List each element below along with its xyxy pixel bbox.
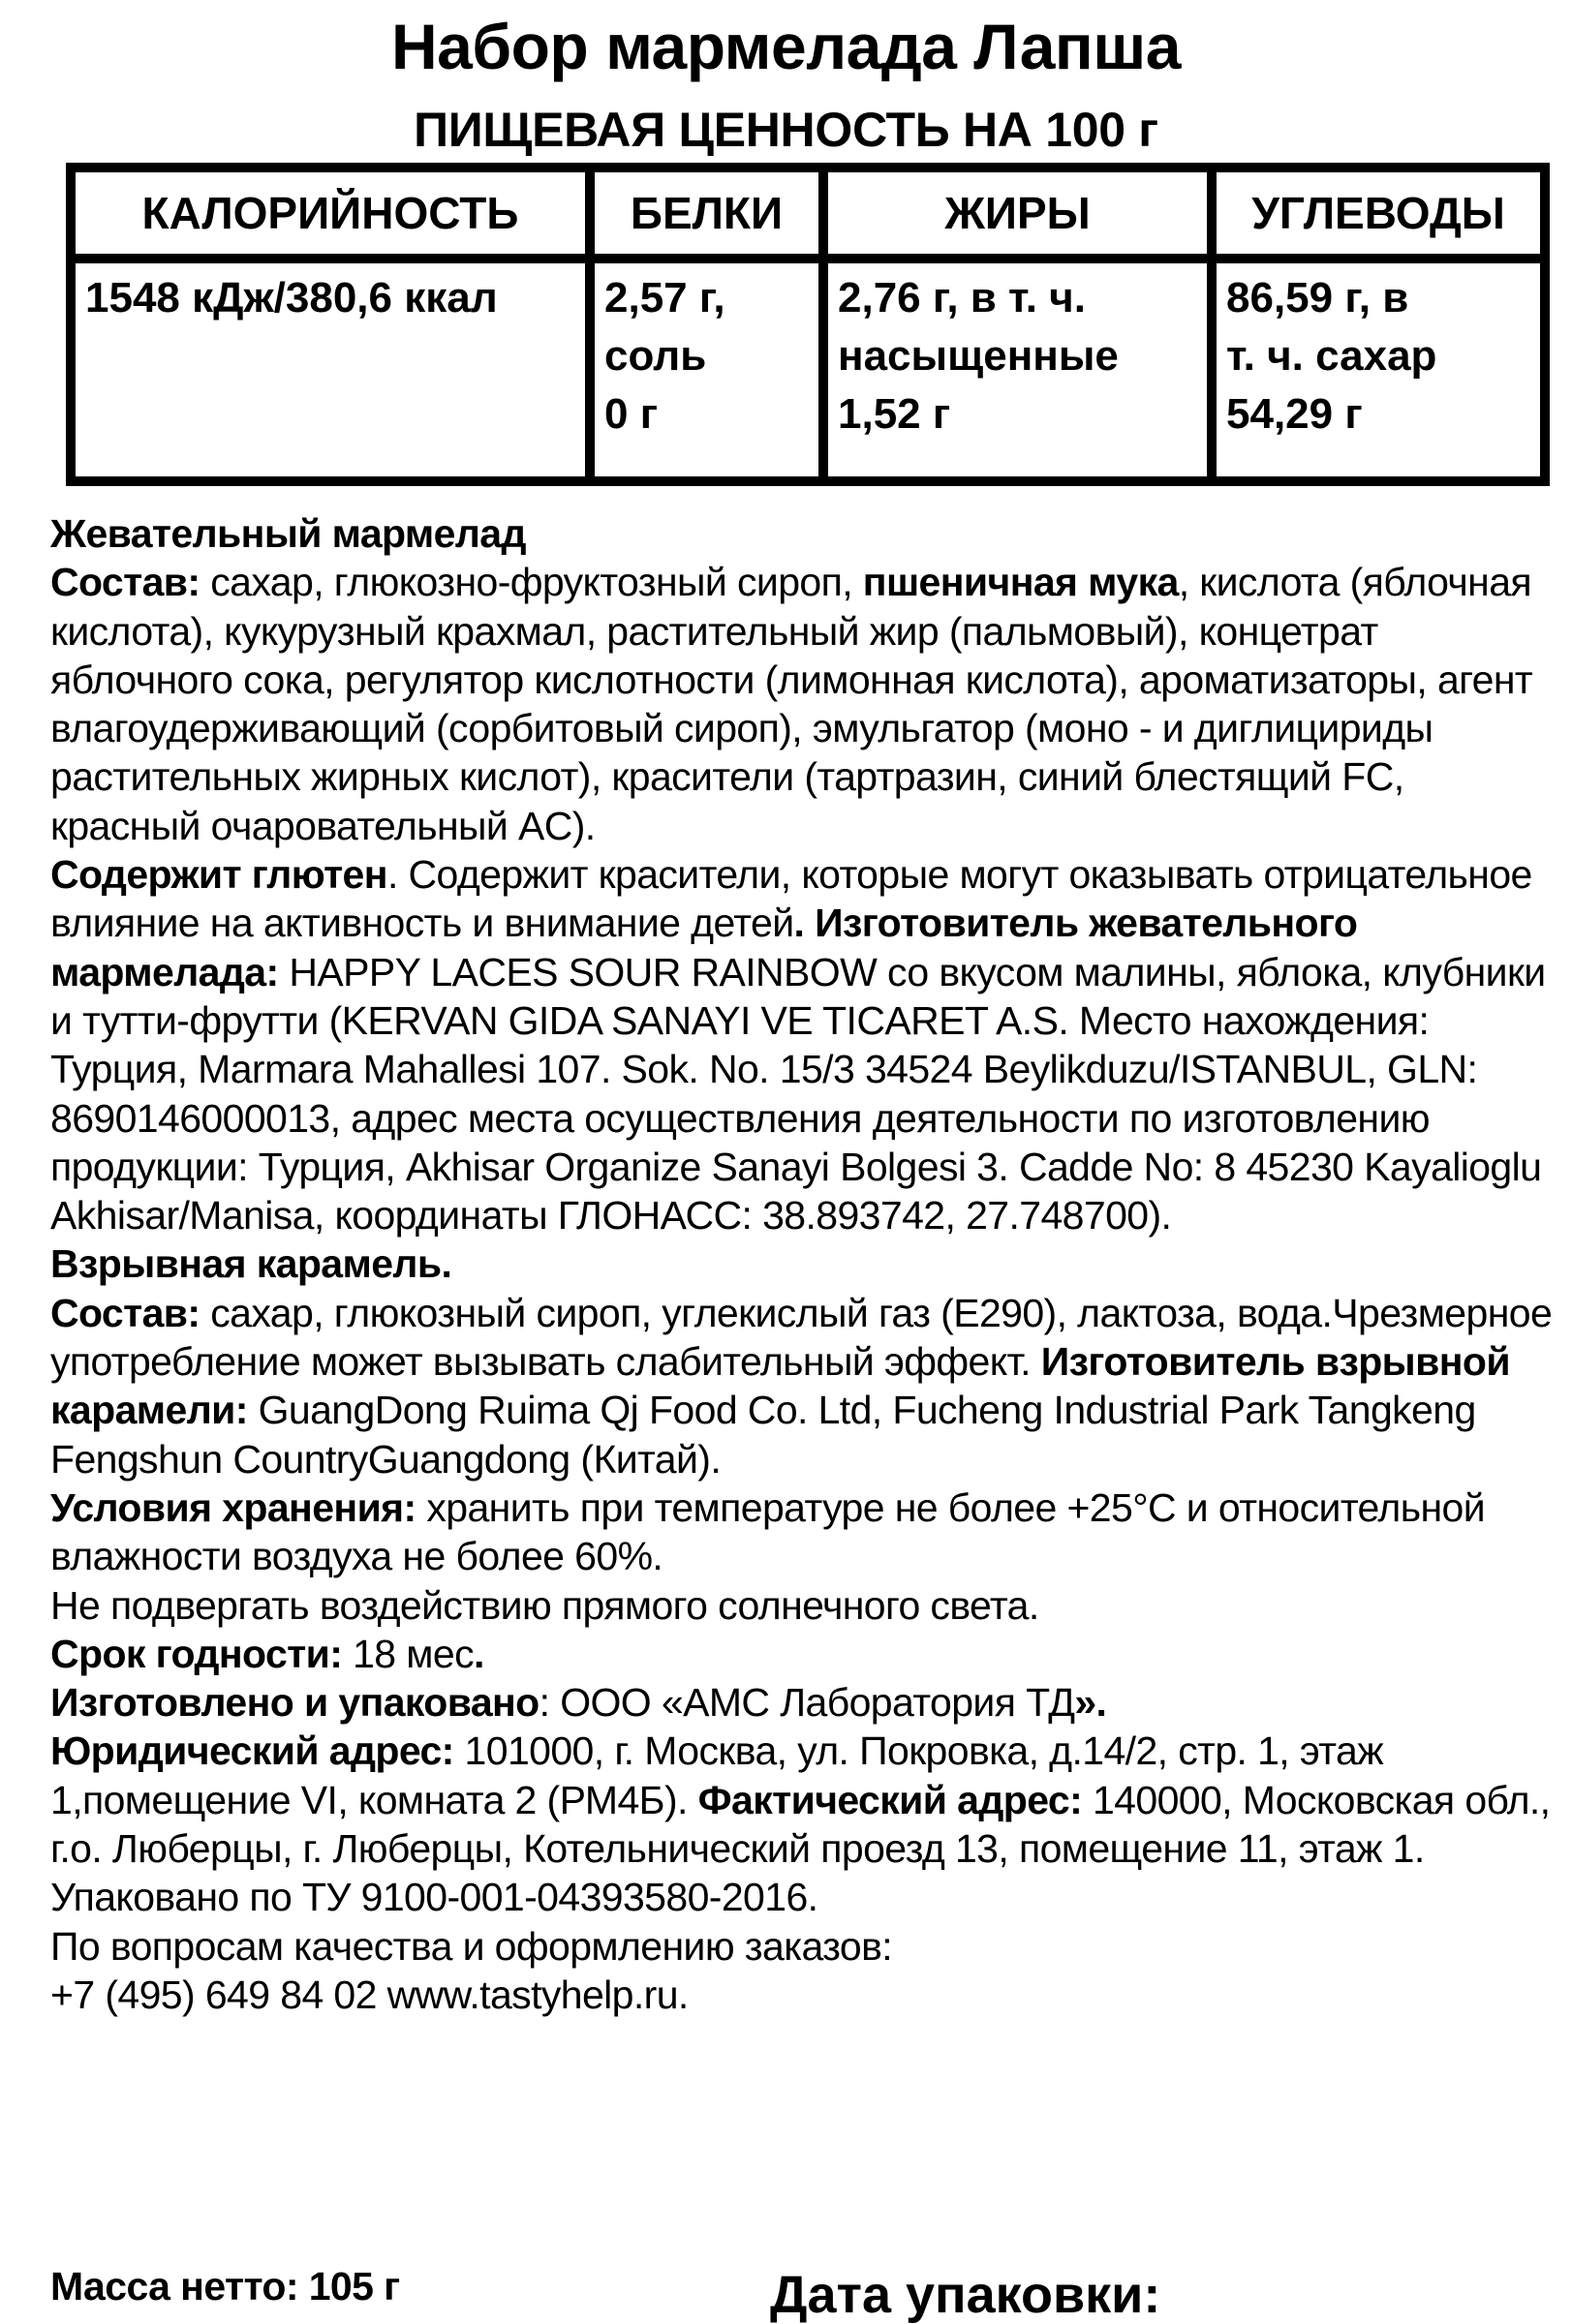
nutrition-value-row bbox=[71, 259, 1545, 481]
contact-info: +7 (495) 649 84 02 www.tastyhelp.ru. bbox=[50, 1972, 689, 2017]
storage-note: Не подвергать воздействию прямого солнечного света. bbox=[50, 1582, 1039, 1628]
calories-line: 1548 кДж/380,6 ккал bbox=[85, 274, 498, 321]
producer-name: : ООО «АМС Лаборатория ТД bbox=[539, 1680, 1075, 1726]
manufacturer-text: HAPPY LACES SOUR RAINBOW со вкусом малины, яблока, клубники и тутти-фрутти (KERVAN GIDA SANAYI VE TICARET A.S. Место нахождения: Турция, Marmara Mahallesi 107. Sok. No. 15/3 34524 Beylikduzu/ISTANBUL, GLN: 8690146000013, адрес места осуществления деятельности по изготовлению продукции: Турция, Akhisar Organize Sanayi Bolgesi 3. Cadde No: 8 45230 Kayalioglu Akhisar/Manisa, координаты ГЛОНАСС: 38.893742, 27.748700). bbox=[50, 949, 1546, 1238]
fat-line: насыщенные bbox=[838, 332, 1119, 380]
net-mass: Масса нетто: 105 г bbox=[50, 2264, 400, 2309]
manufacturer-label: . Изготовитель жевательного мармелада: bbox=[50, 901, 1358, 994]
composition-text: сахар, глюкозно-фруктозный сироп, bbox=[200, 560, 863, 605]
producer-label: Изготовлено и упаковано bbox=[50, 1680, 539, 1726]
manufacturer-text: GuangDong Ruima Qj Food Co. Ltd, Fucheng Industrial Park Tangkeng Fengshun CountryGuangdong (Китай). bbox=[50, 1388, 1476, 1482]
marmalade-warnings bbox=[50, 850, 1561, 1239]
header-calories: КАЛОРИЙНОСТЬ bbox=[71, 168, 590, 259]
storage-label: Условия хранения: bbox=[50, 1484, 416, 1530]
carbs-line: 86,59 г, в bbox=[1226, 274, 1409, 321]
marmalade-composition bbox=[50, 558, 1561, 850]
protein-line: 2,57 г, bbox=[604, 274, 725, 321]
composition-text: , кислота (яблочная кислота), кукурузный крахмал, растительный жир (пальмовый), концетрат яблочного сока, регулятор кислотности (лимонная кислота), ароматизаторы, агент влагоудерживающий (сорбитовый сироп), эмульгатор (моно - и диглицириды растительных жирных кислот), красители (тартразин, синий блестящий FC, красный очаровательный AC). bbox=[50, 560, 1533, 848]
section-heading-marmalade: Жевательный мармелад bbox=[50, 511, 526, 556]
fat-line: 1,52 г bbox=[838, 390, 951, 438]
nutrition-table bbox=[66, 163, 1550, 486]
storage-text: хранить при температуре не более +25°С и относительной влажности воздуха не более 60%. bbox=[50, 1484, 1486, 1579]
contact-heading: По вопросам качества и оформлению заказов: bbox=[50, 1923, 893, 1969]
actual-address-label: Фактический адрес: bbox=[697, 1777, 1083, 1822]
composition-label: Состав: bbox=[50, 560, 200, 605]
punctuation: ». bbox=[1074, 1680, 1107, 1726]
legal-address-label: Юридический адрес: bbox=[50, 1728, 454, 1774]
producer bbox=[50, 1678, 1561, 1727]
protein-line: соль bbox=[604, 332, 707, 380]
addresses bbox=[50, 1727, 1561, 1873]
caramel-composition bbox=[50, 1289, 1561, 1483]
tu-standard: Упаковано по ТУ 9100-001-04393580-2016. bbox=[50, 1875, 818, 1920]
value-carbs bbox=[1212, 259, 1545, 481]
value-calories bbox=[71, 259, 590, 481]
nutrition-header-row bbox=[71, 168, 1545, 259]
warning-text: . Содержит красители, которые могут оказывать отрицательное влияние на активность и внимание детей bbox=[50, 852, 1532, 946]
value-protein bbox=[590, 259, 823, 481]
shelf-life-label: Срок годности: bbox=[50, 1631, 343, 1676]
shelf-life-value: 18 мес bbox=[342, 1631, 474, 1676]
gluten-label: Содержит глютен bbox=[50, 852, 387, 898]
composition-text: сахар, глюкозный сироп, углекислый газ (E290), лактоза, вода.Чрезмерное употребление может вызывать слабительный эффект. bbox=[50, 1290, 1553, 1385]
protein-line: 0 г bbox=[604, 390, 659, 438]
header-protein: БЕЛКИ bbox=[590, 168, 823, 259]
section-heading-caramel: Взрывная карамель. bbox=[50, 1241, 452, 1287]
pack-date-label: Дата упаковки: bbox=[770, 2266, 1161, 2324]
value-fat bbox=[823, 259, 1212, 481]
allergen-text: пшеничная мука bbox=[862, 560, 1179, 605]
header-fat: ЖИРЫ bbox=[823, 168, 1212, 259]
legal-address-text: 101000, г. Москва, ул. Покровка, д.14/2, стр. 1, этаж 1,помещение VI, комната 2 (РМ4Б). bbox=[50, 1728, 1384, 1822]
product-title: Набор мармелада Лапша bbox=[390, 11, 1182, 82]
carbs-line: т. ч. сахар bbox=[1226, 332, 1437, 380]
header-carbs: УГЛЕВОДЫ bbox=[1212, 168, 1545, 259]
manufacturer-label: Изготовитель взрывной карамели: bbox=[50, 1339, 1510, 1433]
actual-address-text: 140000, Московская обл., г.о. Люберцы, г. Люберцы, Котельнический проезд 13, помещение 11, этаж 1. bbox=[50, 1777, 1551, 1872]
storage-conditions bbox=[50, 1483, 1561, 1581]
shelf-life bbox=[50, 1630, 1561, 1678]
composition-label: Состав: bbox=[50, 1290, 200, 1335]
fat-line: 2,76 г, в т. ч. bbox=[838, 274, 1086, 321]
carbs-line: 54,29 г bbox=[1226, 390, 1363, 438]
label-body bbox=[50, 509, 1561, 2019]
nutrition-subtitle: ПИЩЕВАЯ ЦЕННОСТЬ НА 100 г bbox=[414, 103, 1158, 157]
punctuation: . bbox=[473, 1631, 484, 1676]
